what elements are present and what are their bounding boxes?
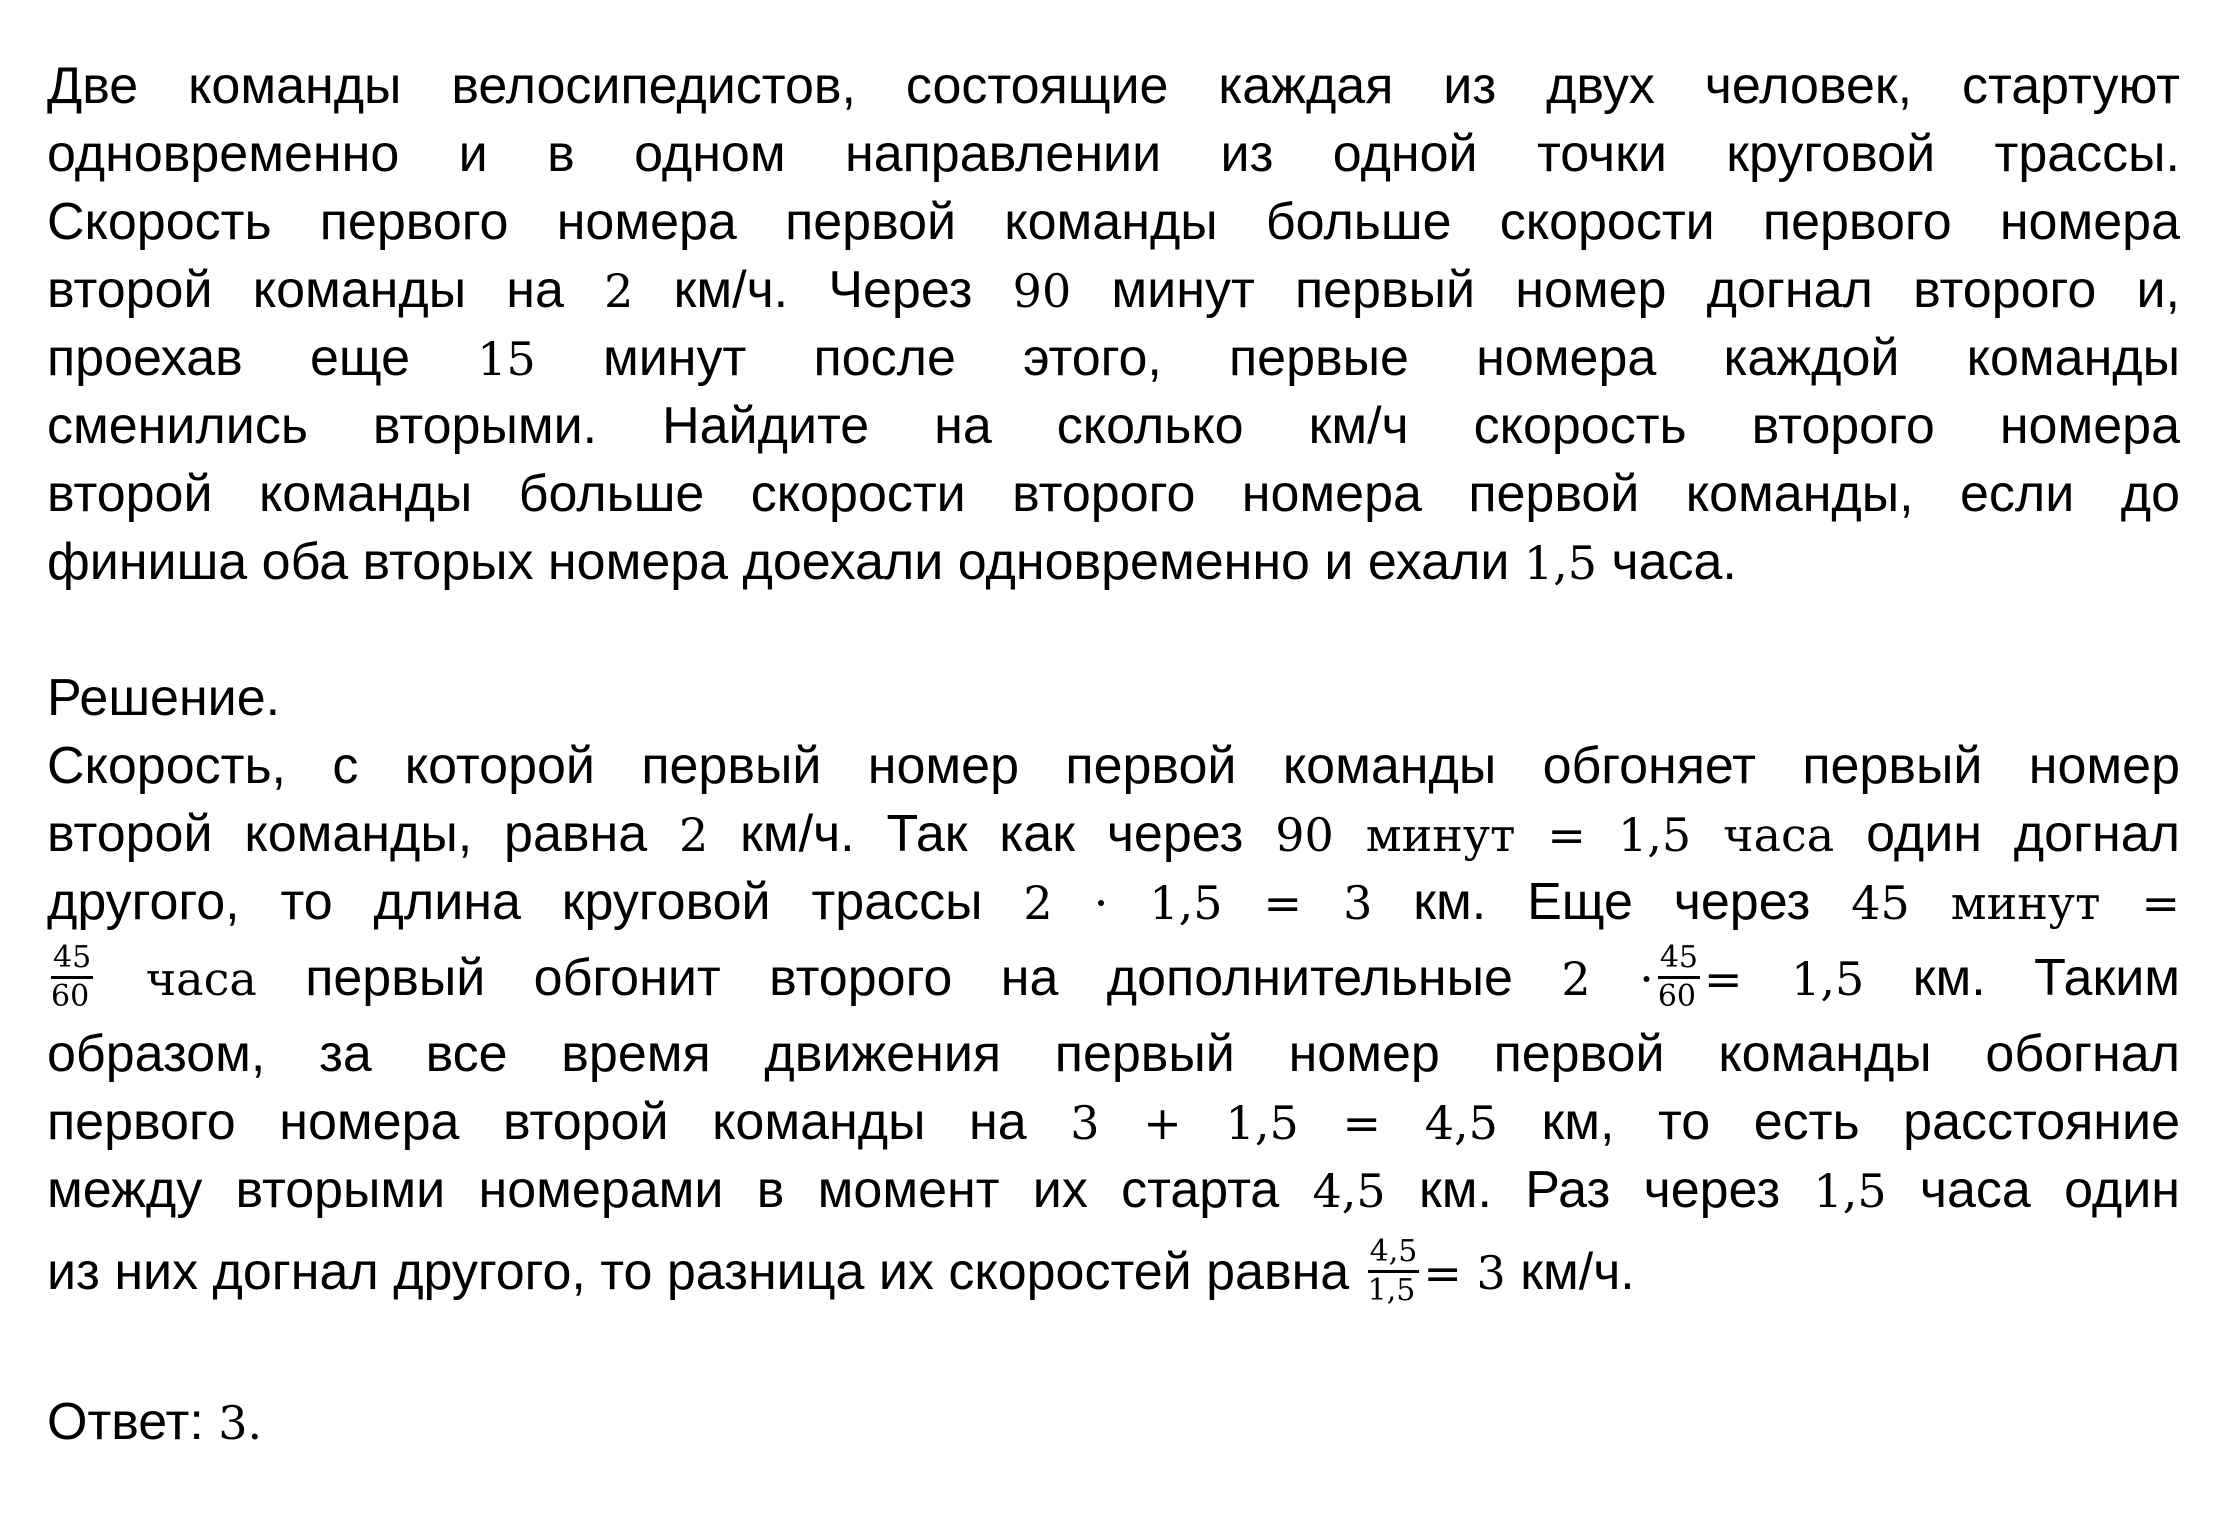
math-expression: 2 · — [1561, 952, 1654, 1006]
text: км. Раз через — [1385, 1161, 1814, 1219]
text: другого, то длина круговой трассы — [47, 873, 1024, 931]
text: второй команды на — [47, 261, 605, 319]
answer — [47, 1388, 2180, 1456]
fraction — [51, 939, 93, 1014]
math-value: 15 — [477, 332, 536, 386]
text: первого номера второй команды на — [47, 1093, 1071, 1151]
problem-statement — [47, 52, 2180, 596]
solution-line-5: образом, за все время движения первый номер первой команды обогнал — [47, 1025, 2180, 1083]
solution-heading: Решение. — [47, 669, 281, 727]
document-page — [47, 52, 2180, 1456]
problem-line-4 — [47, 256, 2180, 324]
text: минут первый номер догнал второго и, — [1071, 261, 2180, 319]
text: между вторыми номерами в момент их старта — [47, 1161, 1313, 1219]
problem-line-1: Две команды велосипедистов, состоящие каждая из двух человек, стартуют — [47, 57, 2180, 115]
answer-line — [47, 1388, 2180, 1456]
fraction-denominator: 60 — [51, 978, 90, 1014]
solution-line-6 — [47, 1088, 2180, 1156]
math-expression: 45 минут = — [1851, 876, 2181, 930]
fraction-denominator: 60 — [1657, 978, 1697, 1014]
math-value: 1,5 — [1813, 1164, 1887, 1218]
text: часа. — [1597, 533, 1737, 591]
math-unit: часа — [97, 952, 257, 1006]
math-expression: = 1,5 — [1704, 952, 1865, 1006]
problem-line-7: второй команды больше скорости второго номера первой команды, если до — [47, 465, 2180, 523]
text: проехав еще — [47, 329, 478, 387]
spacer — [47, 596, 2180, 664]
solution-line-3 — [47, 868, 2180, 936]
math-expression: 2 · 1,5 = 3 — [1023, 876, 1373, 930]
text: из них догнал другого, то разница их скоростей равна — [47, 1243, 1364, 1301]
fraction-denominator: 1,5 — [1367, 1272, 1416, 1308]
fraction — [1657, 939, 1700, 1014]
problem-line-5 — [47, 324, 2180, 392]
solution-line-4 — [47, 936, 2180, 1020]
solution-line-2 — [47, 800, 2180, 868]
text: часа один — [1886, 1161, 2180, 1219]
solution-line-1: Скорость, с которой первый номер первой команды обгоняет первый номер — [47, 737, 2180, 795]
text: км/ч. Через — [633, 261, 1013, 319]
answer-label: Ответ: — [47, 1393, 219, 1451]
problem-line-6: сменились вторыми. Найдите на сколько км/ч скорость второго номера — [47, 397, 2180, 455]
text: км. Еще через — [1372, 873, 1852, 931]
text: км/ч. Так как через — [708, 805, 1276, 863]
text: минут после этого, первые номера каждой команды — [535, 329, 2181, 387]
text: первый обгонит второго на дополнительные — [256, 949, 1562, 1007]
text: финиша оба вторых номера доехали одновременно и ехали — [47, 533, 1524, 591]
spacer — [47, 1320, 2180, 1388]
text: второй команды, равна — [47, 805, 679, 863]
text: км, то есть расстояние — [1497, 1093, 2180, 1151]
math-expression: 3 + 1,5 = 4,5 — [1070, 1096, 1498, 1150]
fraction-numerator: 4,5 — [1368, 1236, 1420, 1273]
math-value: 2 — [604, 264, 634, 318]
text: км/ч. — [1505, 1243, 1635, 1301]
solution-line-7 — [47, 1156, 2180, 1224]
text: км. Таким — [1864, 949, 2180, 1007]
math-expression: = 3 — [1423, 1246, 1506, 1300]
solution-line-8 — [47, 1224, 2180, 1320]
problem-line-8 — [47, 528, 2180, 596]
text: один догнал — [1834, 805, 2181, 863]
answer-value: 3. — [218, 1396, 263, 1450]
problem-line-3: Скорость первого номера первой команды больше скорости первого номера — [47, 193, 2180, 251]
fraction-numerator: 45 — [51, 942, 93, 979]
math-value: 90 — [1012, 264, 1072, 318]
solution — [47, 664, 2180, 1320]
fraction-numerator: 45 — [1658, 942, 1700, 979]
problem-line-2: одновременно и в одном направлении из одной точки круговой трассы. — [47, 125, 2180, 183]
math-value: 2 — [678, 808, 709, 862]
math-expression: 90 минут = 1,5 часа — [1275, 808, 1835, 862]
math-value: 1,5 — [1523, 536, 1598, 590]
fraction — [1367, 1233, 1420, 1308]
math-value: 4,5 — [1312, 1164, 1386, 1218]
